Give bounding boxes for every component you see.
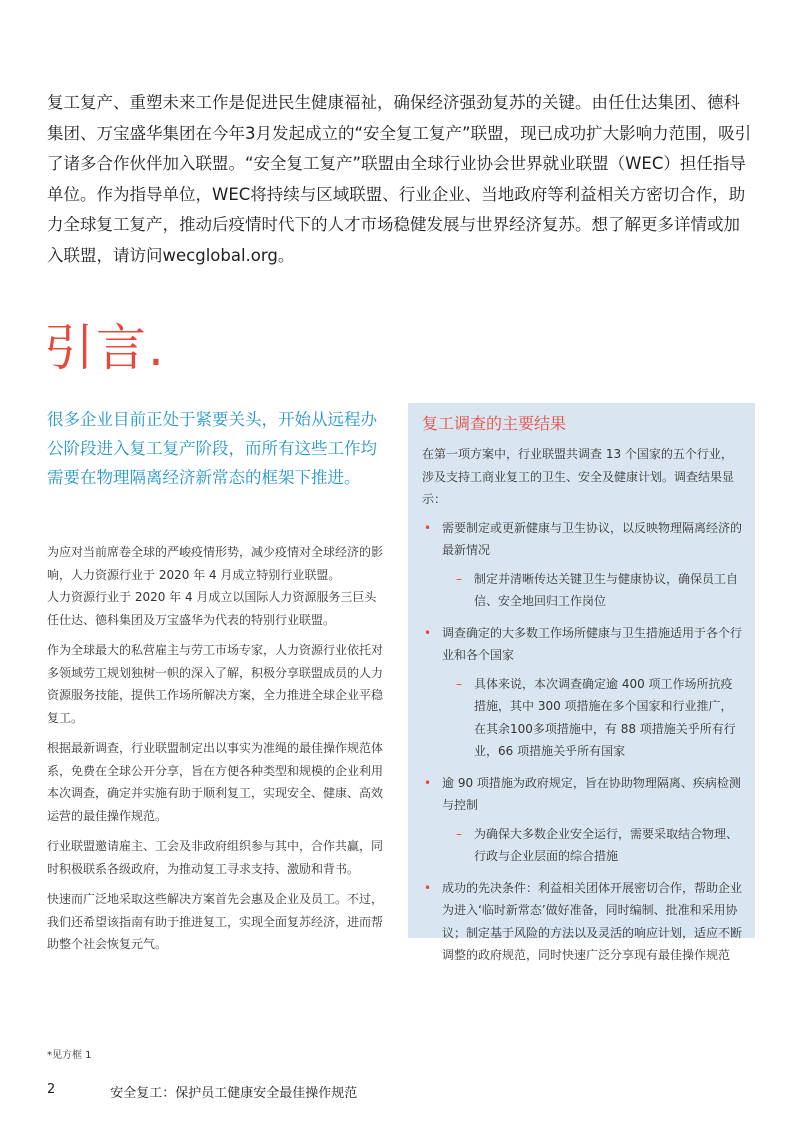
dash-icon: – <box>456 826 462 841</box>
key-findings-box <box>408 403 755 962</box>
list-item <box>422 877 743 967</box>
box-title: 复工调查的主要结果 <box>422 414 567 433</box>
section-heading: 引言. <box>44 319 166 377</box>
body-paragraph: 作为全球最大的私营雇主与劳工市场专家，人力资源行业依托对多领域劳工规划独树一帜的深入了解，积极分享联盟成员的人力资源服务技能，提供工作场所解决方案，全力推进全球企业平稳复工。 <box>47 643 384 725</box>
sub-item <box>442 568 743 613</box>
intro-text: 复工复产、重塑未来工作是促进民生健康福祉，确保经济强劲复苏的关键。由任仕达集团、德科集团、万宝盛华集团在今年3月发起成立的“安全复工复产”联盟，现已成功扩大影响力范围，吸引了诸多合作伙伴加入联盟。“安全复工复产”联盟由全球行业协会世界就业联盟（WEC）担任指导单位。作为指导单位，WEC将持续与区域联盟、行业企业、当地政府等利益相关方密切合作，助力全球复工复产，推动后疫情时代下的人才市场稳健发展与世界经济复苏。想了解更多详情或加入联盟，请访问wecglobal.org。 <box>47 93 752 265</box>
list-item <box>422 517 743 613</box>
body-column <box>47 541 383 964</box>
bullet-icon: • <box>424 520 432 535</box>
body-paragraph: 人力资源行业于 2020 年 4 月成立以国际人力资源服务三巨头任仕达、德科集团及万宝盛华为代表的特别行业联盟。 <box>47 590 377 627</box>
body-paragraph: 为应对当前席卷全球的严峻疫情形势，减少疫情对全球经济的影响，人力资源行业于 2020 年 4 月成立特别行业联盟。 <box>47 545 384 582</box>
list-item <box>422 772 743 868</box>
list-item-text: 逾 90 项措施为政府规定，旨在协助物理隔离、疾病检测与控制 <box>442 775 741 812</box>
dash-icon: – <box>456 571 462 586</box>
body-paragraph: 根据最新调查，行业联盟制定出以事实为准绳的最佳操作规范体系，免费在全球公开分享，旨在方便各种类型和规模的企业利用本次调查，确定并实施有助于顺利复工，实现安全、健康、高效运营的最佳操作规范。 <box>47 741 384 823</box>
lead-paragraph: 很多企业目前正处于紧要关头，开始从远程办公阶段进入复工复产阶段，而所有这些工作均需要在物理隔离经济新常态的框架下推进。 <box>47 410 377 487</box>
list-item-text: 需要制定或更新健康与卫生协议，以反映物理隔离经济的最新情况 <box>442 520 743 557</box>
dash-icon: – <box>456 676 462 691</box>
bullet-icon: • <box>424 775 432 790</box>
sub-item <box>442 673 743 763</box>
bullet-icon: • <box>424 625 432 640</box>
intro-paragraph <box>47 88 753 271</box>
body-paragraph: 快速而广泛地采取这些解决方案首先会惠及企业及员工。不过，我们还希望该指南有助于推进复工，实现全面复苏经济，进而帮助整个社会恢复元气。 <box>47 892 384 951</box>
sub-item-text: 具体来说，本次调查确定逾 400 项工作场所抗疫措施，其中 300 项措施在多个国家和行业推广，在其余100多项措施中，有 88 项措施关乎所有行业，66 项措施关乎所有国家 <box>474 676 736 758</box>
sub-item <box>442 823 743 868</box>
footnote: *见方框 1 <box>47 1050 92 1061</box>
bullet-icon: • <box>424 880 432 895</box>
box-intro: 在第一项方案中，行业联盟共调查 13 个国家的五个行业，涉及支持工商业复工的卫生、安全及健康计划。调查结果显示： <box>422 447 735 506</box>
sub-item-text: 为确保大多数企业安全运行，需要采取结合物理、行政与企业层面的综合措施 <box>474 826 739 863</box>
document-title: 安全复工：保护员工健康安全最佳操作规范 <box>110 1086 358 1101</box>
list-item <box>422 622 743 763</box>
body-paragraph: 行业联盟邀请雇主、工会及非政府组织参与其中，合作共赢，同时积极联系各级政府，为推动复工寻求支持、激励和背书。 <box>47 839 384 876</box>
page-footer <box>47 1082 357 1101</box>
list-item-text: 成功的先决条件：利益相关团体开展密切合作，帮助企业为进入‘临时新常态’做好准备，同时编制、批准和采用协议；制定基于风险的方法以及灵活的响应计划，适应不断调整的政府规范，同时快速广泛分享现有最佳操作规范 <box>442 880 743 962</box>
page-number: 2 <box>47 1082 56 1097</box>
list-item-text: 调查确定的大多数工作场所健康与卫生措施适用于各个行业和各个国家 <box>442 625 743 662</box>
sub-item-text: 制定并清晰传达关键卫生与健康协议，确保员工自信、安全地回归工作岗位 <box>474 571 739 608</box>
findings-list <box>422 517 743 967</box>
